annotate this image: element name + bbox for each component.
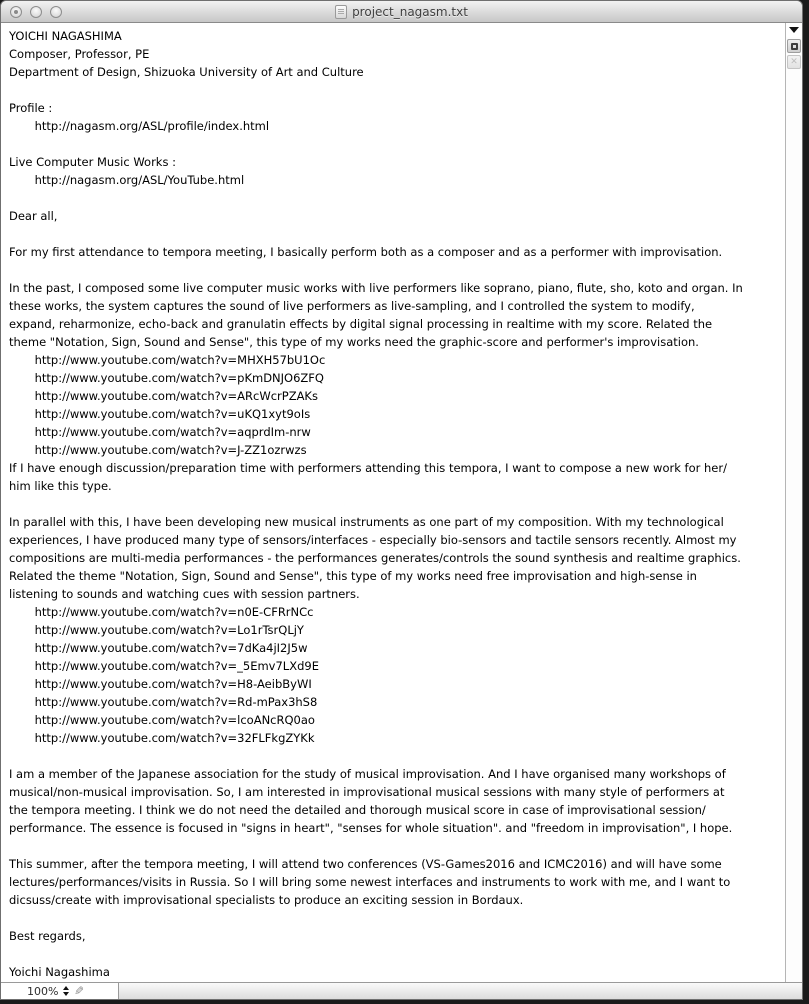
text-line: Live Computer Music Works : [9,155,176,169]
bottom-bar [1,982,802,999]
text-line: http://www.youtube.com/watch?v=aqprdIm-nrw [9,425,311,439]
text-line [9,189,783,207]
text-editor-content[interactable] [1,23,785,982]
text-line: http://www.youtube.com/watch?v=ARcWcrPZAKs [9,389,318,403]
vertical-scrollbar[interactable] [785,23,802,982]
text-line [9,909,783,927]
text-line: http://www.youtube.com/watch?v=lcoANcRQ0ao [9,713,315,727]
text-line: listening to sounds and watching cues with session partners. [9,587,360,601]
text-line: Composer, Professor, PE [9,47,150,61]
text-line [9,261,783,279]
text-line: If I have enough discussion/preparation time with performers attending this tempora, I want to compose a new work for her/ [9,461,727,475]
text-line: Yoichi Nagashima [9,965,110,979]
text-line: http://nagasm.org/ASL/YouTube.html [9,173,245,187]
text-line [9,225,783,243]
text-line: For my first attendance to tempora meeting, I basically perform both as a composer and as a performer with improvisation. [9,245,723,259]
text-line: theme "Notation, Sign, Sound and Sense", this type of my works need the graphic-score and performer's improvisation. [9,335,699,349]
close-button[interactable] [10,6,22,18]
x-icon: ✕ [790,57,798,67]
title-proxy[interactable] [335,5,468,19]
text-line [9,837,783,855]
text-line: http://www.youtube.com/watch?v=_5Emv7LXd9E [9,659,319,673]
text-line: Dear all, [9,209,58,223]
text-line: musical/non-musical improvisation. So, I am interested in improvisational musical sessions with many style of performers at [9,785,725,799]
text-line: dicsuss/create with improvisational specialists to produce an exciting session in Bordaux. [9,893,524,907]
text-line: http://www.youtube.com/watch?v=7dKa4jI2J5w [9,641,308,655]
window-controls [10,6,62,18]
text-line: This summer, after the tempora meeting, I will attend two conferences (VS-Games2016 and ICMC2016) and will have some [9,857,722,871]
text-line [9,945,783,963]
text-line: lectures/performances/visits in Russia. So I will bring some newest interfaces and instruments to work with me, and I want to [9,875,731,889]
text-line: Best regards, [9,929,86,943]
vertical-scroll-track[interactable] [786,69,802,982]
text-line: Related the theme "Notation, Sign, Sound and Sense", this type of my works need free improvisation and high-sense in [9,569,697,583]
text-line: http://www.youtube.com/watch?v=J-ZZ1ozrwzs [9,443,307,457]
text-line [9,747,783,765]
zoom-button[interactable] [50,6,62,18]
stepper-down-icon[interactable] [63,992,69,996]
text-line: In parallel with this, I have been developing new musical instruments as one part of my composition. With my technological [9,515,724,529]
window-title: project_nagasm.txt [352,4,468,19]
split-close-button[interactable] [787,55,801,69]
text-line: Profile : [9,101,53,115]
horizontal-scroll-track[interactable] [119,983,802,999]
triangle-down-icon [789,27,799,33]
text-line: experiences, I have produced many type of sensors/interfaces - especially bio-sensors and tactile sensors recently. Almost my [9,533,737,547]
stepper-up-icon[interactable] [63,986,69,990]
text-line: http://www.youtube.com/watch?v=n0E-CFRrNCc [9,605,314,619]
zoom-control[interactable] [1,983,119,999]
text-line: the tempora meeting. I think we do not need the detailed and thorough musical score in case of improvisational session/ [9,803,706,817]
text-line [9,495,783,513]
text-line: http://www.youtube.com/watch?v=Rd-mPax3hS8 [9,695,318,709]
text-line: http://www.youtube.com/watch?v=uKQ1xyt9oIs [9,407,311,421]
text-line: http://www.youtube.com/watch?v=MHXH57bU1Oc [9,353,326,367]
marker-square-icon [791,43,798,50]
title-bar[interactable] [1,1,802,23]
text-line: http://www.youtube.com/watch?v=Lo1rTsrQLjY [9,623,304,637]
text-line: YOICHI NAGASHIMA [9,29,122,43]
text-line: http://www.youtube.com/watch?v=32FLFkgZYKk [9,731,315,745]
main-area [1,23,802,982]
text-line: http://www.youtube.com/watch?v=pKmDNJO6ZFQ [9,371,324,385]
pencil-icon: ✎ [74,984,85,998]
zoom-stepper[interactable] [63,986,69,996]
document-icon [335,5,347,19]
text-line: him like this type. [9,479,112,493]
text-line: I am a member of the Japanese association for the study of musical improvisation. And I have organised many workshops of [9,767,726,781]
text-line [9,135,783,153]
text-line [9,81,783,99]
scrollbar-menu-button[interactable] [786,23,802,37]
text-line: In the past, I composed some live computer music works with live performers like soprano, piano, flute, sho, koto and organ. In [9,281,743,295]
text-line: these works, the system captures the sound of live performers as live-sampling, and I controlled the system to modify, [9,299,695,313]
text-line: expand, reharmonize, echo-back and granulatin effects by digital signal processing in realtime with my score. Related the [9,317,713,331]
text-line: http://nagasm.org/ASL/profile/index.html [9,119,270,133]
text-line: Department of Design, Shizuoka University of Art and Culture [9,65,364,79]
text-line: http://www.youtube.com/watch?v=H8-AeibByWI [9,677,312,691]
text-line: compositions are multi-media performances - the performances generates/controls the sound synthesis and realtime graphics. [9,551,741,565]
minimize-button[interactable] [30,6,42,18]
marker-button[interactable] [787,39,801,53]
zoom-level-value: 100% [27,984,59,998]
text-line: performance. The essence is focused in "signs in heart", "senses for whole situation". and "freedom in improvisation", I hope. [9,821,733,835]
